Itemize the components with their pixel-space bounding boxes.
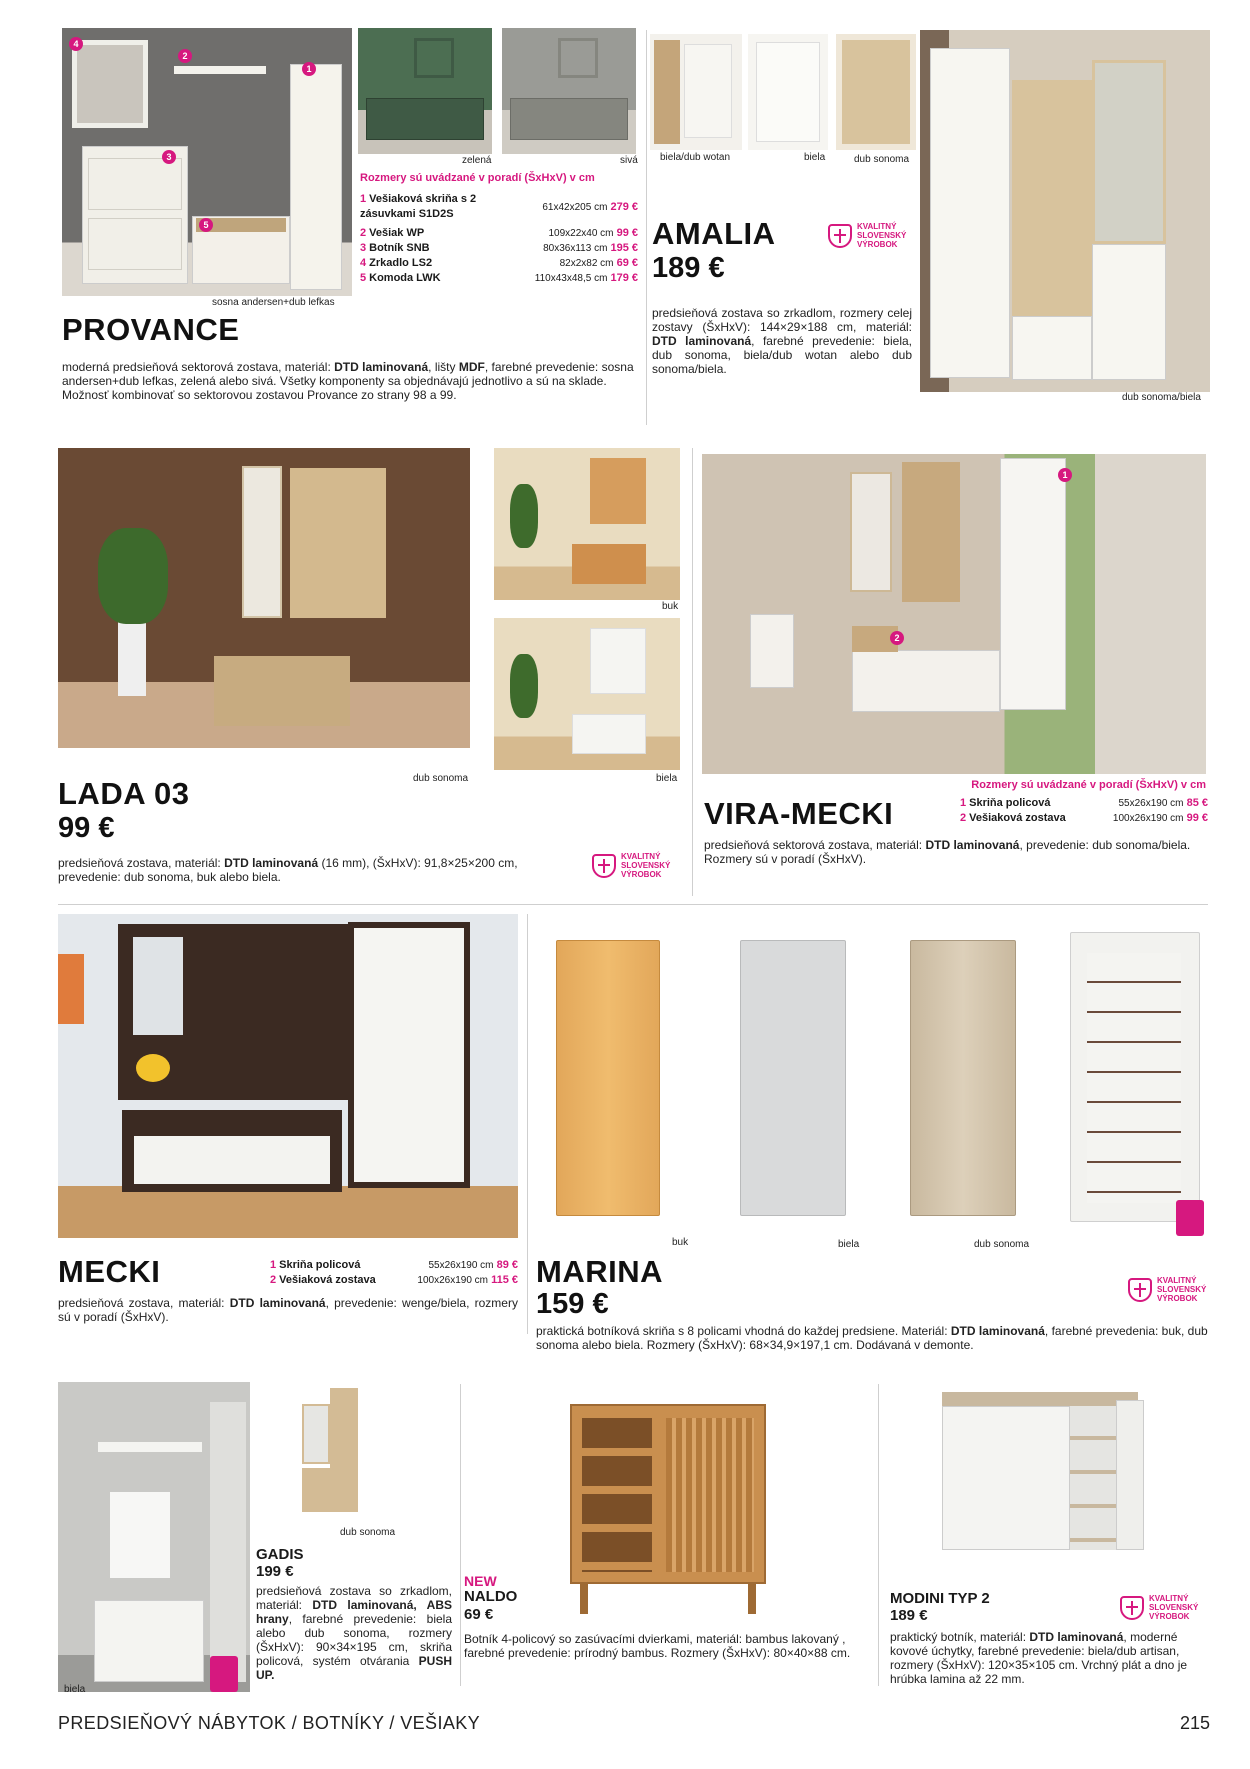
gadis-caption-biela: biela <box>64 1684 86 1695</box>
divider <box>58 904 1208 905</box>
provance-item-row: 4 Zrkadlo LS2 82x2x82 cm 69 € <box>360 257 638 269</box>
modini-price: 189 € <box>890 1607 928 1624</box>
divider <box>527 914 528 1334</box>
provance-badge-2: 2 <box>178 49 192 63</box>
marina-cabinet-buk <box>556 940 660 1216</box>
mecki-item-list <box>270 1258 518 1288</box>
amalia-caption-dub-sonoma: dub sonoma <box>854 154 910 165</box>
provance-item-list <box>360 192 638 286</box>
lada-biela-photo <box>494 618 680 770</box>
lada-caption-biela: biela <box>656 773 678 784</box>
marina-description: praktická botníková skriňa s 8 policami vhodná do každej predsiene. Materiál: DTD laminovaná, farebné prevedenia: buk, dub sonoma alebo biela. Rozmery (ŠxHxV): 68×34,9×197,1 cm. Dodávaná v demonte. <box>536 1324 1208 1352</box>
naldo-price: 69 € <box>464 1606 494 1623</box>
vira-item-row: 2 Vešiaková zostava 100x26x190 cm 99 € <box>960 812 1208 824</box>
mecki-description: predsieňová zostava, materiál: DTD laminovaná, prevedenie: wenge/biela, rozmery sú v poradí (ŠxHxV). <box>58 1296 518 1324</box>
provance-item-row: 5 Komoda LWK 110x43x48,5 cm 179 € <box>360 272 638 284</box>
footer-section: PREDSIEŇOVÝ NÁBYTOK / BOTNÍKY / VEŠIAKY <box>58 1713 481 1733</box>
provance-item-row: 2 Vešiak WP 109x22x40 cm 99 € <box>360 227 638 239</box>
divider <box>692 448 693 896</box>
vira-main-photo <box>702 454 1206 774</box>
lada-title: LADA 03 <box>58 776 190 811</box>
naldo-description: Botník 4-policový so zasúvacími dvierkami, materiál: bambus lakovaný , farebné prevedenie: prírodný bambus. Rozmery (ŠxHxV): 80×40×88 cm. <box>464 1632 851 1660</box>
amalia-photo-biela <box>748 34 828 150</box>
gadis-price: 199 € <box>256 1563 294 1580</box>
divider <box>646 30 647 425</box>
lada-main-photo <box>58 448 470 748</box>
quality-shield-icon <box>1128 1278 1152 1302</box>
vira-dims-header: Rozmery sú uvádzané v poradí (ŠxHxV) v cm <box>971 779 1206 791</box>
vira-title: VIRA-MECKI <box>704 796 894 831</box>
marina-cabinet-open <box>1070 932 1200 1222</box>
modini-title: MODINI TYP 2 <box>890 1590 990 1607</box>
lada-caption-main: dub sonoma <box>413 773 469 784</box>
amalia-photo-biela-dub-wotan <box>650 34 742 150</box>
amalia-caption-biela: biela <box>804 152 826 163</box>
footer-page-number: 215 <box>1179 1713 1210 1733</box>
modini-description: praktický botník, materiál: DTD laminovaná, moderné kovové úchytky, farebné prevedenie: biela/dub artisan, rozmery (ŠxHxV): 120×35×105 cm. Vrchný plát a dno je hrúbka lamina až 22 mm. <box>890 1630 1188 1686</box>
provance-item-row: 1 Vešiaková skriňa s 2 zásuvkami S1D2S 61x42x205 cm 279 € <box>360 193 638 220</box>
mecki-main-photo <box>58 914 518 1238</box>
vira-badge-1: 1 <box>1058 468 1072 482</box>
provance-description: moderná predsieňová sektorová zostava, materiál: DTD laminovaná, lišty MDF, farebné prevedenie: sosna andersen+dub lefkas, zelená alebo sivá. Všetky komponenty sa objednávajú jednotlivo a sú na sklade. Možnosť kombinovať so sektorovou zostavou Provance zo strany 98 a 99. <box>62 360 634 402</box>
mecki-title: MECKI <box>58 1254 161 1289</box>
marina-shoe-icon <box>1176 1200 1204 1236</box>
lada-buk-photo <box>494 448 680 600</box>
vira-badge-2: 2 <box>890 631 904 645</box>
quality-shield-icon <box>828 224 852 248</box>
amalia-price: 189 € <box>652 252 725 284</box>
gadis-shoe-icon <box>210 1656 238 1692</box>
marina-cabinet-dub-sonoma <box>910 940 1016 1216</box>
marina-caption-biela: biela <box>838 1239 860 1250</box>
quality-shield-icon <box>1120 1596 1144 1620</box>
marina-title: MARINA <box>536 1254 663 1289</box>
naldo-new-label: NEW <box>464 1573 497 1589</box>
gadis-caption-dub-sonoma: dub sonoma <box>340 1527 396 1538</box>
amalia-photo-dub-sonoma <box>836 34 916 150</box>
vira-description: predsieňová sektorová zostava, materiál: DTD laminovaná, prevedenie: dub sonoma/biela. Rozmery sú v poradí (ŠxHxV). <box>704 838 1191 866</box>
marina-price: 159 € <box>536 1288 609 1320</box>
marina-cabinet-biela <box>740 940 846 1216</box>
amalia-description: predsieňová zostava so zrkadlom, rozmery celej zostavy (ŠxHxV): 144×29×188 cm, materiál: DTD laminovaná, farebné prevedenie: biela, dub sonoma, biela/dub wotan alebo dub sonoma/biela. <box>652 306 912 376</box>
amalia-caption-main: dub sonoma/biela <box>1122 392 1201 403</box>
modini-quality-badge: KVALITNÝ SLOVENSKÝ VÝROBOK <box>1120 1594 1209 1621</box>
lada-price: 99 € <box>58 812 115 844</box>
provance-green-photo <box>358 28 492 154</box>
provance-caption-main: sosna andersen+dub lefkas <box>212 297 335 308</box>
amalia-title: AMALIA <box>652 216 776 251</box>
lada-caption-buk: buk <box>662 601 679 612</box>
provance-title: PROVANCE <box>62 312 240 347</box>
divider <box>460 1384 461 1686</box>
amalia-main-photo <box>920 30 1210 392</box>
marina-quality-badge: KVALITNÝ SLOVENSKÝ VÝROBOK <box>1128 1276 1217 1303</box>
provance-dims-header: Rozmery sú uvádzané v poradí (ŠxHxV) v cm <box>360 172 595 184</box>
lada-description: predsieňová zostava, materiál: DTD laminovaná (16 mm), (ŠxHxV): 91,8×25×200 cm, prevedenie: dub sonoma, buk alebo biela. <box>58 856 518 884</box>
gadis-title: GADIS <box>256 1546 304 1563</box>
naldo-photo <box>570 1404 766 1614</box>
vira-item-row: 1 Skriňa policová 55x26x190 cm 85 € <box>960 797 1208 809</box>
naldo-title: NALDO <box>464 1588 518 1605</box>
vira-item-list <box>960 796 1208 826</box>
modini-photo <box>940 1390 1146 1560</box>
provance-badge-5: 5 <box>199 218 213 232</box>
marina-caption-buk: buk <box>672 1237 689 1248</box>
provance-item-row: 3 Botník SNB 80x36x113 cm 195 € <box>360 242 638 254</box>
gadis-dub-sonoma-photo <box>298 1388 362 1518</box>
provance-grey-caption: sivá <box>620 155 638 166</box>
lada-quality-badge: KVALITNÝ SLOVENSKÝ VÝROBOK <box>592 852 681 879</box>
mecki-item-row: 1 Skriňa policová 55x26x190 cm 89 € <box>270 1259 518 1271</box>
marina-caption-dub-sonoma: dub sonoma <box>974 1239 1030 1250</box>
provance-grey-photo <box>502 28 636 154</box>
quality-shield-icon <box>592 854 616 878</box>
amalia-caption-biela-dub-wotan: biela/dub wotan <box>660 152 731 163</box>
gadis-main-photo <box>58 1382 250 1692</box>
gadis-description: predsieňová zostava so zrkadlom, materiál: DTD laminovaná, ABS hrany, farebné prevedenie: biela alebo dub sonoma, rozmery (ŠxHxV): 90×34×195 cm, skriňa policová, systém otvárania PUSH UP. <box>256 1584 452 1682</box>
provance-badge-1: 1 <box>302 62 316 76</box>
provance-badge-3: 3 <box>162 150 176 164</box>
divider <box>878 1384 879 1686</box>
mecki-item-row: 2 Vešiaková zostava 100x26x190 cm 115 € <box>270 1274 518 1286</box>
amalia-quality-badge: KVALITNÝ SLOVENSKÝ VÝROBOK <box>828 222 917 249</box>
provance-badge-4: 4 <box>69 37 83 51</box>
provance-green-caption: zelená <box>462 155 492 166</box>
